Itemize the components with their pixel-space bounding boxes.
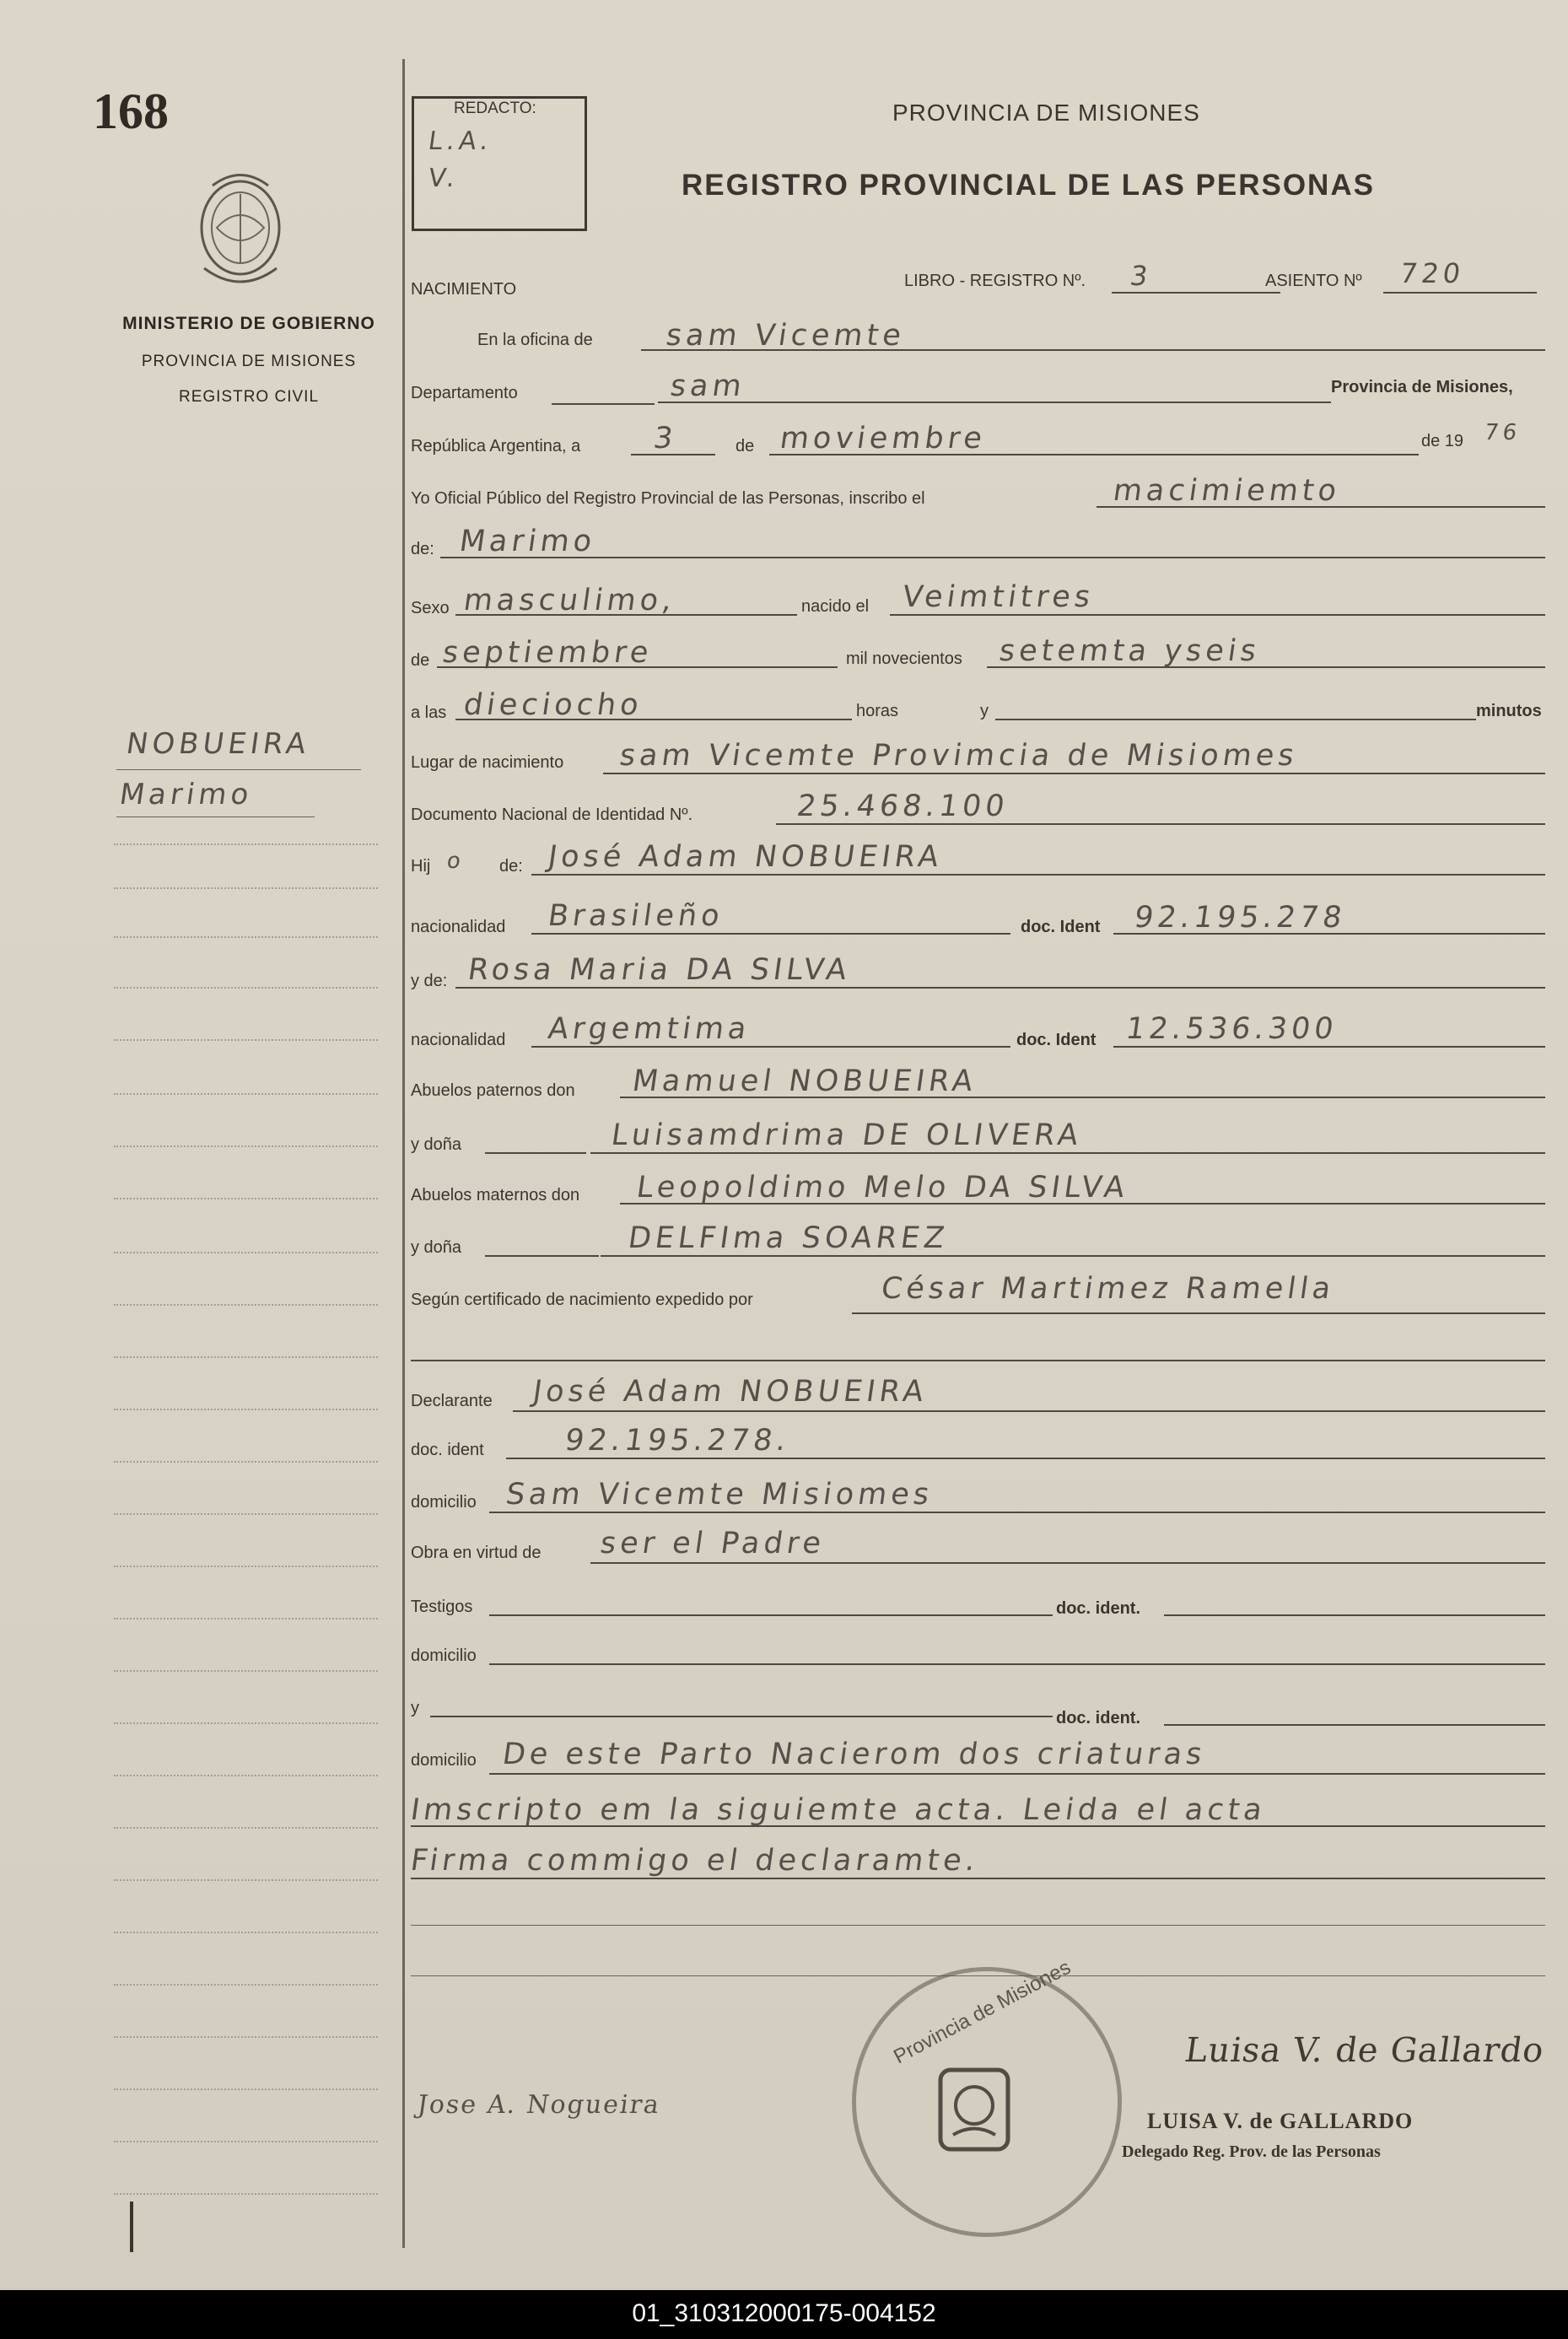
declarante-label: Declarante xyxy=(411,1392,493,1410)
dni-value: 25.468.100 xyxy=(795,790,1011,823)
coat-of-arms-icon xyxy=(187,169,294,295)
testigos-doc-label: doc. ident. xyxy=(1056,1599,1140,1618)
abuelos-paternos-label: Abuelos paternos don xyxy=(411,1081,575,1100)
madre-doc-value: 12.536.300 xyxy=(1123,1012,1340,1046)
official-signature: Luisa V. de Gallardo xyxy=(1182,2031,1547,2070)
mil-label: mil novecientos xyxy=(846,649,962,668)
nota-line-2: Imscripto em la siguiemte acta. Leida el acta xyxy=(408,1793,1269,1827)
departamento-value: sam xyxy=(668,369,748,403)
declarante-doc-value: 92.195.278. xyxy=(563,1424,793,1458)
redacto-label: REDACTO: xyxy=(454,100,536,117)
nota-domicilio-label: domicilio xyxy=(411,1751,477,1770)
oficial-label: Yo Oficial Público del Registro Provincial de las Personas, inscribo el xyxy=(411,489,925,508)
obra-value: ser el Padre xyxy=(598,1527,827,1560)
de-mes-label: de xyxy=(411,651,430,670)
margin-given-name: Marimo xyxy=(117,778,256,811)
nota-line-1: De este Parto Nacierom dos criaturas xyxy=(500,1738,1209,1771)
domicilio-value: Sam Vicemte Misiomes xyxy=(504,1478,936,1512)
margin-mark xyxy=(130,2202,133,2252)
redacto-initials: L.A. xyxy=(426,127,495,156)
nacido-mes-value: septiembre xyxy=(440,636,655,670)
official-title: Delegado Reg. Prov. de las Personas xyxy=(1122,2142,1381,2161)
testigos-label: Testigos xyxy=(411,1598,473,1616)
mes-value: moviembre xyxy=(778,422,989,455)
padre-doc-value: 92.195.278 xyxy=(1132,901,1349,935)
horas-label: horas xyxy=(856,702,899,720)
y-dona-label-2: y doña xyxy=(411,1238,462,1257)
certificado-label: Según certificado de nacimiento expedido por xyxy=(411,1291,753,1309)
obra-label: Obra en virtud de xyxy=(411,1544,542,1562)
stamp-emblem-icon xyxy=(928,2063,1021,2156)
doc-ident-label-3: doc. ident xyxy=(411,1441,484,1459)
margin-surname: NOBUEIRA xyxy=(124,727,313,761)
nombre-value: Marimo xyxy=(457,525,599,558)
nota-line-3: Firma commigo el declaramte. xyxy=(408,1844,982,1878)
declarant-signature: Jose A. Nogueira xyxy=(415,2090,663,2120)
sidebar-registry-label: REGISTRO CIVIL xyxy=(178,388,320,406)
lugar-value: sam Vicemte Provimcia de Misiomes xyxy=(617,739,1301,773)
hijo-suffix: o xyxy=(445,849,467,874)
dia-value: 3 xyxy=(651,422,680,455)
abuelos-maternos-label: Abuelos maternos don xyxy=(411,1186,580,1205)
nacido-value: Veimtitres xyxy=(900,580,1097,614)
y-de-label: y de: xyxy=(411,972,448,990)
nacido-anio-value: setemta yseis xyxy=(997,634,1263,668)
image-code: 01_310312000175-004152 xyxy=(632,2299,936,2327)
document-title: REGISTRO PROVINCIAL DE LAS PERSONAS xyxy=(682,169,1375,202)
dni-label: Documento Nacional de Identidad Nº. xyxy=(411,806,693,824)
republica-label: República Argentina, a xyxy=(411,437,581,455)
certificado-value: César Martimez Ramella xyxy=(879,1272,1338,1306)
testigos-domicilio-label: domicilio xyxy=(411,1646,477,1665)
nacionalidad-label: nacionalidad xyxy=(411,918,506,936)
nombre-label: de: xyxy=(411,540,434,558)
libro-label: LIBRO - REGISTRO Nº. xyxy=(904,272,1086,290)
page-number: 168 xyxy=(93,84,169,139)
asiento-label: ASIENTO Nº xyxy=(1265,272,1362,290)
anio-value: 76 xyxy=(1482,420,1523,445)
asiento-value: 720 xyxy=(1398,257,1467,289)
ministry-label: MINISTERIO DE GOBIERNO xyxy=(122,314,375,333)
libro-value: 3 xyxy=(1128,260,1155,292)
nacido-label: nacido el xyxy=(801,597,870,616)
abuela-materna-value: DELFIma SOAREZ xyxy=(626,1221,951,1255)
de-label: de xyxy=(736,437,755,455)
hijo-de-label: de: xyxy=(499,857,523,876)
abuelo-materno-value: Leopoldimo Melo DA SILVA xyxy=(634,1171,1131,1205)
madre-value: Rosa Maria DA SILVA xyxy=(466,953,854,987)
doc-type-label: NACIMIENTO xyxy=(411,280,517,299)
testigo-y-label: y xyxy=(411,1699,419,1717)
abuela-paterna-value: Luisamdrima DE OLIVERA xyxy=(609,1118,1085,1152)
lugar-label: Lugar de nacimiento xyxy=(411,753,564,772)
oficina-label: En la oficina de xyxy=(477,331,593,349)
sexo-label: Sexo xyxy=(411,599,450,617)
redacto-initials-2: V. xyxy=(426,164,461,193)
testigo-doc-label: doc. ident. xyxy=(1056,1709,1140,1727)
declarante-value: José Adam NOBUEIRA xyxy=(531,1375,930,1409)
y-dona-label: y doña xyxy=(411,1135,462,1154)
provincia-suffix: Provincia de Misiones, xyxy=(1331,378,1513,396)
doc-ident-label-2: doc. Ident xyxy=(1016,1031,1097,1049)
header-province: PROVINCIA DE MISIONES xyxy=(892,100,1200,126)
padre-nacionalidad-value: Brasileño xyxy=(546,899,726,933)
minutos-label: minutos xyxy=(1476,702,1542,720)
y-label: y xyxy=(980,702,989,720)
stamp-text: Provincia de Misiones xyxy=(890,1955,1075,2069)
abuelo-paterno-value: Mamuel NOBUEIRA xyxy=(630,1064,979,1098)
madre-nacionalidad-value: Argemtima xyxy=(546,1012,753,1046)
sidebar-province-label: PROVINCIA DE MISIONES xyxy=(141,353,357,370)
domicilio-label: domicilio xyxy=(411,1493,477,1512)
nacionalidad-label-2: nacionalidad xyxy=(411,1031,506,1049)
oficial-value: macimiemto xyxy=(1111,474,1343,508)
departamento-label: Departamento xyxy=(411,384,518,402)
sexo-value: masculimo, xyxy=(461,584,679,617)
a-las-label: a las xyxy=(411,703,447,722)
horas-value: dieciocho xyxy=(461,688,645,722)
official-name: LUISA V. de GALLARDO xyxy=(1147,2109,1414,2133)
anio-label: de 19 xyxy=(1421,432,1464,450)
padre-value: José Adam NOBUEIRA xyxy=(546,840,946,874)
doc-ident-label: doc. Ident xyxy=(1021,918,1101,936)
oficina-value: sam Vicemte xyxy=(664,319,908,353)
column-divider xyxy=(402,59,405,2248)
hijo-label: Hij xyxy=(411,857,431,876)
